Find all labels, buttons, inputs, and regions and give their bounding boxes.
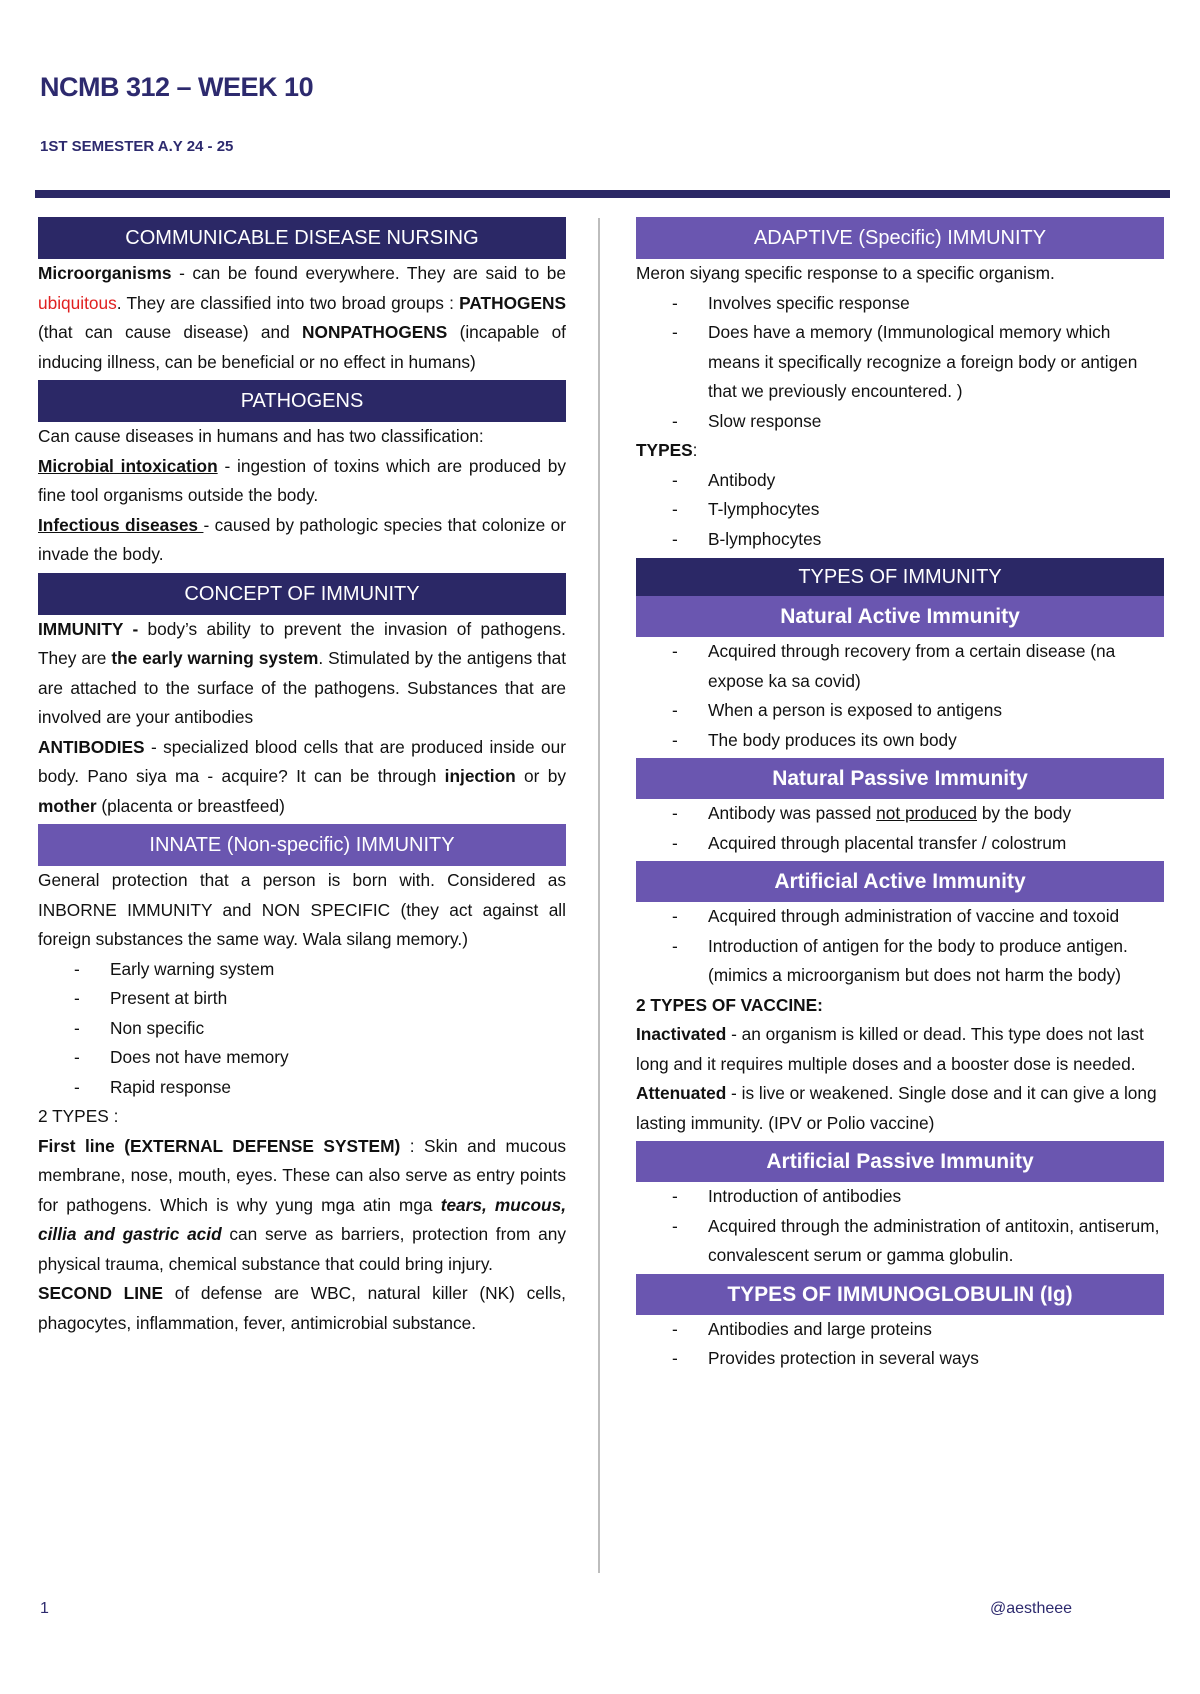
column-divider <box>598 218 600 1573</box>
section-header-natural-active: Natural Active Immunity <box>636 596 1164 637</box>
term-barriers: tears, mucous, cillia and gastric acid <box>38 1194 566 1244</box>
author-handle: @aestheee <box>990 1600 1073 1617</box>
term-nonpathogens: NONPATHOGENS <box>302 322 448 342</box>
list-item: - Does have a memory (Immunological memory which means it specifically recognize a foreign body or antigen that we previously encountered. ) <box>672 318 1164 407</box>
list-item: - Early warning system <box>74 955 566 985</box>
inactivated-paragraph <box>636 1020 1164 1079</box>
immunoglobulin-list <box>636 1315 1164 1374</box>
text: . Stimulated by the antigens that are attached to the surface of the pathogens. Substances that are involved are your antibodies <box>38 648 567 727</box>
types-label: TYPES <box>636 440 693 460</box>
innate-intro: General protection that a person is born with. Considered as INBORNE IMMUNITY and NON SPECIFIC (they act against all foreign substances the same way. Wala silang memory.) <box>38 870 566 949</box>
text: - an organism is killed or dead. This type does not last long and it requires multiple doses and a booster dose is needed. <box>636 1024 1144 1074</box>
header-rule <box>35 190 1170 198</box>
term-injection: injection <box>444 766 516 786</box>
text: or by <box>515 766 566 786</box>
right-column <box>636 217 1164 1374</box>
text: - caused by pathologic species that colonize or invade the body. <box>38 514 566 564</box>
text: by the body <box>977 803 1072 823</box>
section-header-innate-immunity: INNATE (Non-specific) IMMUNITY <box>38 824 566 866</box>
text: - specialized blood cells that are produced inside our body. Pano siya ma - acquire? It can be through <box>38 736 566 786</box>
term-inactivated: Inactivated <box>636 1024 727 1044</box>
text: of defense are WBC, natural killer (NK) cells, phagocytes, inflammation, fever, antimicrobial substance. <box>38 1283 566 1333</box>
microorganisms-paragraph <box>38 259 566 377</box>
list-item: - Slow response <box>672 407 1164 437</box>
section-header-communicable-disease: COMMUNICABLE DISEASE NURSING <box>38 217 566 259</box>
text: can serve as barriers, protection from any physical trauma, chemical substance that could bring injury. <box>38 1224 566 1274</box>
list-item: - Provides protection in several ways <box>672 1344 1164 1374</box>
immunity-paragraph <box>38 615 566 733</box>
list-item: - When a person is exposed to antigens <box>672 696 1164 726</box>
term-microorganisms: Microorganisms <box>38 263 172 283</box>
list-item: - Acquired through recovery from a certain disease (na expose ka sa covid) <box>672 637 1164 696</box>
list-item: - Involves specific response <box>672 289 1164 319</box>
text: : <box>692 440 698 460</box>
artificial-active-list <box>636 902 1164 991</box>
vaccine-types-label: 2 TYPES OF VACCINE: <box>636 994 823 1015</box>
text: - ingestion of toxins which are produced by fine tool organisms outside the body. <box>38 455 566 505</box>
term-microbial-intoxication: Microbial intoxication <box>38 455 218 476</box>
list-item: - Present at birth <box>74 984 566 1014</box>
text: - can be found everywhere. They are said to be <box>171 263 566 283</box>
attenuated-paragraph <box>636 1079 1164 1138</box>
text: body’s ability to prevent the invasion of pathogens. They are <box>38 618 566 668</box>
list-item: - Rapid response <box>74 1073 566 1103</box>
adaptive-intro: Meron siyang specific response to a specific organism. <box>636 263 1055 283</box>
second-line-paragraph <box>38 1279 566 1338</box>
first-line-paragraph <box>38 1132 566 1280</box>
section-header-concept-of-immunity: CONCEPT OF IMMUNITY <box>38 573 566 615</box>
list-item: - T-lymphocytes <box>672 495 1164 525</box>
term-mother: mother <box>38 795 97 816</box>
innate-types-label: 2 TYPES : <box>38 1106 119 1126</box>
term-antibodies: ANTIBODIES <box>38 736 145 757</box>
term-second-line: SECOND LINE <box>38 1283 164 1303</box>
page-title: NCMB 312 – WEEK 10 <box>40 72 314 102</box>
adaptive-types-list <box>636 466 1164 555</box>
antibodies-paragraph <box>38 733 566 822</box>
adaptive-types-label <box>636 436 1164 466</box>
microbial-intoxication-paragraph <box>38 452 566 511</box>
term-immunity: IMMUNITY - <box>38 618 139 639</box>
list-item: - Acquired through the administration of antitoxin, antiserum, convalescent serum or gamma globulin. <box>672 1212 1164 1271</box>
section-header-types-of-immunity: TYPES OF IMMUNITY <box>636 558 1164 596</box>
list-item <box>672 799 1164 829</box>
text: : Skin and mucous membrane, nose, mouth, eyes. These can also serve as entry points for pathogens. Which is why yung mga atin mga <box>38 1135 566 1215</box>
list-item: - Acquired through administration of vaccine and toxoid <box>672 902 1164 932</box>
semester-subtitle: 1ST SEMESTER A.Y 24 - 25 <box>40 138 234 155</box>
section-header-artificial-passive: Artificial Passive Immunity <box>636 1141 1164 1182</box>
innate-list <box>38 955 566 1103</box>
left-column <box>38 217 566 1338</box>
natural-active-list <box>636 637 1164 755</box>
term-not-produced: not produced <box>876 803 978 823</box>
pathogens-intro: Can cause diseases in humans and has two classification: <box>38 426 484 446</box>
list-item: - Antibody <box>672 466 1164 496</box>
list-item: - The body produces its own body <box>672 726 1164 756</box>
infectious-diseases-paragraph <box>38 511 566 570</box>
term-early-warning: the early warning system <box>111 648 319 668</box>
term-first-line: First line (EXTERNAL DEFENSE SYSTEM) <box>38 1135 401 1156</box>
artificial-passive-list <box>636 1182 1164 1271</box>
list-item: - Antibodies and large proteins <box>672 1315 1164 1345</box>
section-header-artificial-active: Artificial Active Immunity <box>636 861 1164 902</box>
term-infectious-diseases: Infectious diseases <box>38 514 204 535</box>
natural-passive-list <box>636 799 1164 858</box>
text: . They are classified into two broad groups : <box>116 292 460 313</box>
term-pathogens: PATHOGENS <box>459 292 566 313</box>
section-header-natural-passive: Natural Passive Immunity <box>636 758 1164 799</box>
list-item: - Acquired through placental transfer / colostrum <box>672 829 1164 859</box>
adaptive-list <box>636 289 1164 437</box>
text: (placenta or breastfeed) <box>96 795 285 816</box>
section-header-immunoglobulin: TYPES OF IMMUNOGLOBULIN (Ig) <box>636 1274 1164 1315</box>
list-item: - Does not have memory <box>74 1043 566 1073</box>
term-ubiquitous: ubiquitous <box>38 292 117 313</box>
text: - is live or weakened. Single dose and it can give a long lasting immunity. (IPV or Polio vaccine) <box>636 1083 1157 1133</box>
list-item: - Non specific <box>74 1014 566 1044</box>
page-number: 1 <box>40 1600 49 1617</box>
text: Antibody was passed <box>708 803 877 823</box>
list-item: - Introduction of antigen for the body to produce antigen. (mimics a microorganism but does not harm the body) <box>672 932 1164 991</box>
text: (incapable of inducing illness, can be beneficial or no effect in humans) <box>38 322 566 372</box>
section-header-adaptive-immunity: ADAPTIVE (Specific) IMMUNITY <box>636 217 1164 259</box>
list-item: - Introduction of antibodies <box>672 1182 1164 1212</box>
section-header-pathogens: PATHOGENS <box>38 380 566 422</box>
text: (that can cause disease) and <box>38 322 303 342</box>
list-item: - B-lymphocytes <box>672 525 1164 555</box>
term-attenuated: Attenuated <box>636 1083 727 1103</box>
